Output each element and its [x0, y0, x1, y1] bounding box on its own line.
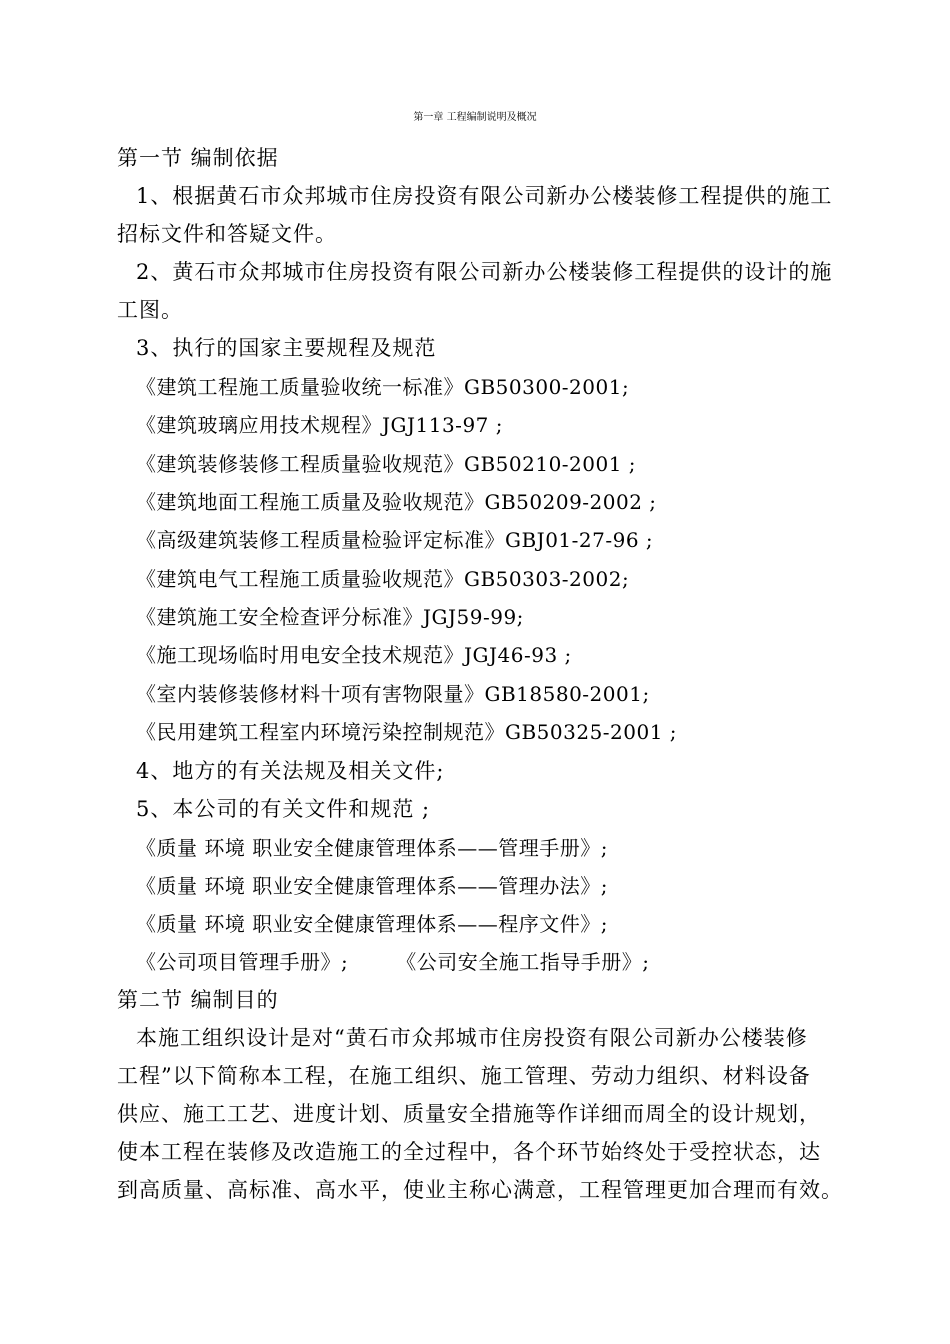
basis-item-4: 4、地方的有关法规及相关文件;: [136, 759, 445, 783]
standard-item: 《室内装修装修材料十项有害物限量》GB18580-2001;: [136, 682, 650, 706]
purpose-paragraph-line: 使本工程在装修及改造施工的全过程中，各个环节始终处于受控状态，达: [117, 1140, 821, 1164]
basis-item-1-line-1: 1、根据黄石市众邦城市住房投资有限公司新办公楼装修工程提供的施工: [136, 184, 833, 208]
company-doc-item: 《质量 环境 职业安全健康管理体系——程序文件》;: [136, 912, 608, 936]
basis-item-1-line-2: 招标文件和答疑文件。: [117, 222, 337, 246]
purpose-paragraph-line: 供应、施工工艺、进度计划、质量安全措施等作详细而周全的设计规划，: [117, 1102, 821, 1126]
basis-item-5: 5、本公司的有关文件和规范 ;: [136, 797, 431, 821]
section-heading-1: 第一节 编制依据: [117, 146, 279, 170]
basis-item-2-line-2: 工图。: [117, 298, 183, 322]
basis-item-2-line-1: 2、黄石市众邦城市住房投资有限公司新办公楼装修工程提供的设计的施: [136, 260, 833, 284]
purpose-paragraph-line: 工程”以下简称本工程，在施工组织、施工管理、劳动力组织、材料设备: [117, 1064, 811, 1088]
standard-item: 《施工现场临时用电安全技术规范》JGJ46-93 ;: [136, 643, 572, 667]
company-doc-item: 《公司项目管理手册》; 《公司安全施工指导手册》;: [136, 950, 650, 974]
section-heading-2: 第二节 编制目的: [117, 988, 279, 1012]
standard-item: 《建筑施工安全检查评分标准》JGJ59-99;: [136, 605, 524, 629]
standard-item: 《建筑电气工程施工质量验收规范》GB50303-2002;: [136, 567, 630, 591]
company-doc-item: 《质量 环境 职业安全健康管理体系——管理手册》;: [136, 836, 608, 860]
standard-item: 《建筑装修装修工程质量验收规范》GB50210-2001 ;: [136, 452, 637, 476]
basis-item-3: 3、执行的国家主要规程及规范: [136, 336, 437, 360]
standard-item: 《建筑玻璃应用技术规程》JGJ113-97 ;: [136, 413, 503, 437]
company-doc-item: 《质量 环境 职业安全健康管理体系——管理办法》;: [136, 874, 608, 898]
standard-item: 《高级建筑装修工程质量检验评定标准》GBJ01-27-96 ;: [136, 528, 654, 552]
purpose-paragraph-line: 到高质量、高标准、高水平，使业主称心满意，工程管理更加合理而有效。: [117, 1178, 843, 1202]
chapter-title: 第一章 工程编制说明及概况: [413, 112, 537, 123]
standard-item: 《民用建筑工程室内环境污染控制规范》GB50325-2001 ;: [136, 720, 678, 744]
standard-item: 《建筑地面工程施工质量及验收规范》GB50209-2002 ;: [136, 490, 657, 514]
purpose-paragraph-line: 本施工组织设计是对“黄石市众邦城市住房投资有限公司新办公楼装修: [136, 1026, 808, 1050]
standard-item: 《建筑工程施工质量验收统一标准》GB50300-2001;: [136, 375, 630, 399]
